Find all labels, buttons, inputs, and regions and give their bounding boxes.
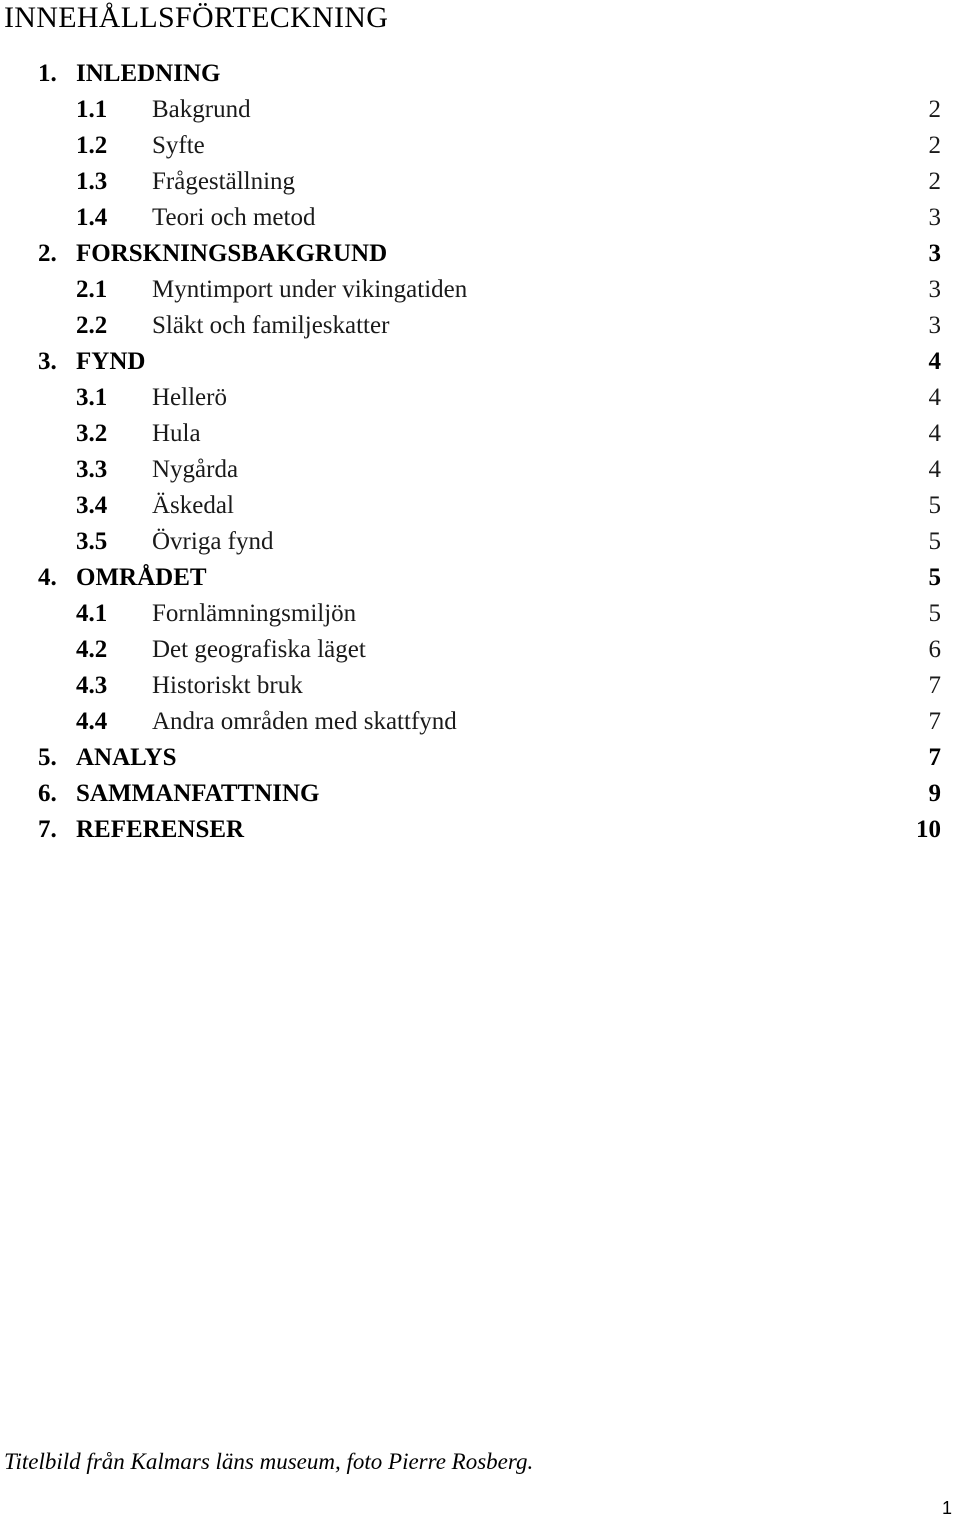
toc-entry-number: 3.3 (76, 456, 108, 483)
toc-entry-number: 2. (38, 240, 57, 267)
toc-entry-label: Äskedal (152, 492, 234, 519)
toc-entry-number: 7. (38, 816, 57, 843)
toc-entry-page: 2 (928, 132, 941, 159)
toc-entry (0, 632, 960, 668)
toc-entry-label: Myntimport under vikingatiden (152, 276, 468, 303)
toc-entry-page: 7 (928, 672, 941, 699)
toc-entry-label: Nygårda (152, 456, 239, 483)
toc-entry (0, 452, 960, 488)
toc-entry (0, 776, 960, 812)
toc-entry-number: 1. (38, 60, 57, 87)
toc-entry-page: 3 (928, 276, 941, 303)
toc-entry-page: 4 (928, 456, 941, 483)
toc-entry-page: 6 (928, 636, 941, 663)
toc-entry-label: Släkt och familjeskatter (152, 312, 390, 339)
toc-entry-number: 5. (38, 744, 57, 771)
toc-entry-number: 1.4 (76, 204, 108, 231)
toc-entry (0, 344, 960, 380)
toc-entry-page: 3 (928, 204, 941, 231)
toc-entry-label: Övriga fynd (152, 528, 274, 555)
toc-entry-page: 3 (928, 240, 941, 267)
toc-entry-label: Bakgrund (152, 96, 251, 123)
toc-entry (0, 236, 960, 272)
toc-entry-label: Fornlämningsmiljön (152, 600, 357, 627)
toc-entry (0, 128, 960, 164)
toc-entry-number: 4. (38, 564, 57, 591)
cover-photo-caption: Titelbild från Kalmars läns museum, foto Pierre Rosberg. (4, 1449, 534, 1474)
toc-entry-number: 2.2 (76, 312, 108, 339)
toc-entry-page: 4 (928, 420, 941, 447)
toc-entry-number: 3.1 (76, 384, 108, 411)
toc-entry-label: INLEDNING (76, 60, 221, 87)
toc-entry-number: 4.1 (76, 600, 108, 627)
toc-entry-number: 6. (38, 780, 57, 807)
toc-entry (0, 164, 960, 200)
toc-entry (0, 812, 960, 848)
toc-entry-page: 4 (928, 384, 941, 411)
toc-entry-label: Hula (152, 420, 201, 447)
toc-entry-page: 3 (928, 312, 941, 339)
toc-entry (0, 92, 960, 128)
toc-entry (0, 740, 960, 776)
toc-entry-number: 1.2 (76, 132, 108, 159)
toc-entry-label: REFERENSER (76, 816, 245, 843)
toc-entry-label: Hellerö (152, 384, 227, 411)
toc-entry (0, 560, 960, 596)
toc-entry-page: 5 (928, 600, 941, 627)
toc-entry-page: 4 (928, 348, 941, 375)
toc-entry-label: ANALYS (76, 744, 177, 771)
toc-entry-number: 3. (38, 348, 57, 375)
toc-entry (0, 416, 960, 452)
toc-entry (0, 200, 960, 236)
toc-entry-page: 2 (928, 96, 941, 123)
toc-entry-label: OMRÅDET (76, 564, 207, 591)
toc-entry-number: 4.4 (76, 708, 108, 735)
toc-entry (0, 704, 960, 740)
toc-entry-label: FORSKNINGSBAKGRUND (76, 240, 388, 267)
toc-entry (0, 56, 960, 92)
toc-entry-label: Frågeställning (152, 168, 296, 195)
toc-entry-number: 3.2 (76, 420, 108, 447)
toc-entry-page: 5 (928, 492, 941, 519)
toc-entry-page: 9 (928, 780, 941, 807)
toc-entry-number: 2.1 (76, 276, 108, 303)
toc-entry-page: 2 (928, 168, 941, 195)
toc-entry-number: 3.4 (76, 492, 108, 519)
toc-entry-number: 3.5 (76, 528, 108, 555)
table-of-contents (0, 56, 960, 848)
toc-entry-label: Syfte (152, 132, 205, 159)
toc-entry-page: 10 (916, 816, 941, 843)
toc-entry-label: FYND (76, 348, 146, 375)
toc-entry-number: 1.1 (76, 96, 108, 123)
toc-entry-number: 4.2 (76, 636, 108, 663)
page-title: INNEHÅLLSFÖRTECKNING (4, 1, 389, 34)
toc-entry-label: SAMMANFATTNING (76, 780, 320, 807)
toc-entry (0, 308, 960, 344)
toc-entry (0, 272, 960, 308)
toc-entry (0, 488, 960, 524)
toc-entry (0, 524, 960, 560)
toc-entry-page: 7 (928, 744, 941, 771)
toc-entry-number: 1.3 (76, 168, 108, 195)
toc-entry-page: 5 (928, 528, 941, 555)
toc-entry-label: Andra områden med skattfynd (152, 708, 457, 735)
toc-entry-page: 5 (928, 564, 941, 591)
toc-entry-label: Historiskt bruk (152, 672, 303, 699)
toc-entry-label: Det geografiska läget (152, 636, 366, 663)
toc-entry-number: 4.3 (76, 672, 108, 699)
toc-entry-label: Teori och metod (152, 204, 316, 231)
toc-entry (0, 668, 960, 704)
page-number: 1 (941, 1498, 952, 1518)
toc-entry (0, 380, 960, 416)
toc-entry (0, 596, 960, 632)
toc-entry-page: 7 (928, 708, 941, 735)
